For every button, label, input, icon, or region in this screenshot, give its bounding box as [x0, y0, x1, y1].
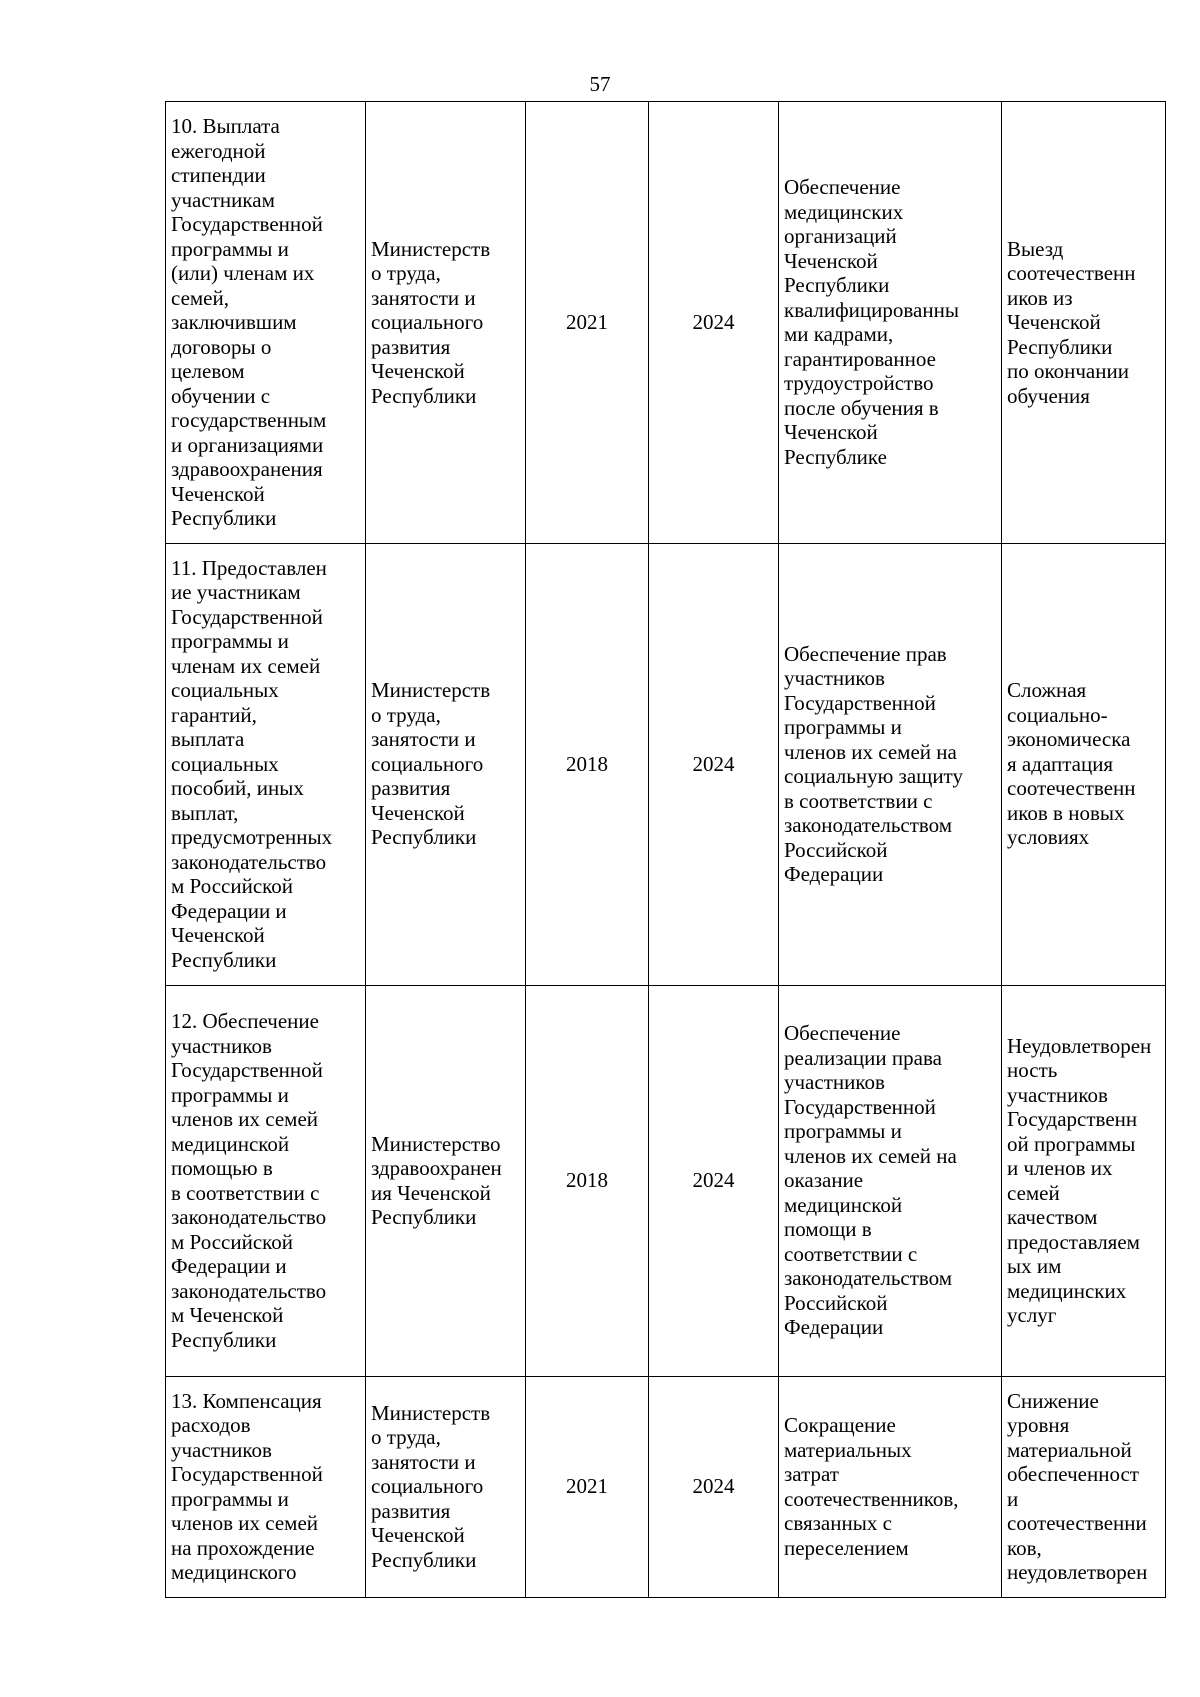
consequence-cell: Снижение уровня материальной обеспеченност и соотечественни ков, неудовлетворен [1002, 1376, 1166, 1597]
activity-cell: 11. Предоставлен ие участникам Государственной программы и членам их семей социальных гарантий, выплата социальных пособий, иных выплат, предусмотренных законодательство м Российской Федерации и Чеченской Республики [166, 543, 366, 985]
program-activities-table [165, 101, 1166, 1598]
consequence-cell: Сложная социально- экономическа я адаптация соотечественн иков в новых условиях [1002, 543, 1166, 985]
end-year-cell: 2024 [649, 102, 779, 544]
end-year-cell: 2024 [649, 543, 779, 985]
table-row [166, 102, 1166, 544]
expected-result-cell: Обеспечение прав участников Государственной программы и членов их семей на социальную защиту в соответствии с законодательством Российской Федерации [779, 543, 1002, 985]
executor-cell: Министерство здравоохранен ия Чеченской Республики [366, 985, 526, 1376]
table-row [166, 543, 1166, 985]
start-year-cell: 2021 [526, 102, 649, 544]
page-number: 57 [589, 72, 611, 96]
activity-cell: 10. Выплата ежегодной стипендии участникам Государственной программы и (или) членам их семей, заключившим договоры о целевом обучении с государственным и организациями здравоохранения Чеченской Республики [166, 102, 366, 544]
table-row [166, 985, 1166, 1376]
expected-result-cell: Сокращение материальных затрат соотечественников, связанных с переселением [779, 1376, 1002, 1597]
expected-result-cell: Обеспечение медицинских организаций Чеченской Республики квалифицированны ми кадрами, гарантированное трудоустройство после обучения в Чеченской Республике [779, 102, 1002, 544]
executor-cell: Министерств о труда, занятости и социального развития Чеченской Республики [366, 1376, 526, 1597]
consequence-cell: Выезд соотечественн иков из Чеченской Республики по окончании обучения [1002, 102, 1166, 544]
executor-cell: Министерств о труда, занятости и социального развития Чеченской Республики [366, 543, 526, 985]
executor-cell: Министерств о труда, занятости и социального развития Чеченской Республики [366, 102, 526, 544]
consequence-cell: Неудовлетворен ность участников Государственн ой программы и членов их семей качеством предоставляем ых им медицинских услуг [1002, 985, 1166, 1376]
table-row [166, 1376, 1166, 1597]
activity-cell: 12. Обеспечение участников Государственной программы и членов их семей медицинской помощью в в соответствии с законодательство м Российской Федерации и законодательство м Чеченской Республики [166, 985, 366, 1376]
start-year-cell: 2018 [526, 985, 649, 1376]
end-year-cell: 2024 [649, 1376, 779, 1597]
start-year-cell: 2018 [526, 543, 649, 985]
expected-result-cell: Обеспечение реализации права участников Государственной программы и членов их семей на оказание медицинской помощи в соответствии с законодательством Российской Федерации [779, 985, 1002, 1376]
start-year-cell: 2021 [526, 1376, 649, 1597]
end-year-cell: 2024 [649, 985, 779, 1376]
activity-cell: 13. Компенсация расходов участников Государственной программы и членов их семей на прохождение медицинского [166, 1376, 366, 1597]
